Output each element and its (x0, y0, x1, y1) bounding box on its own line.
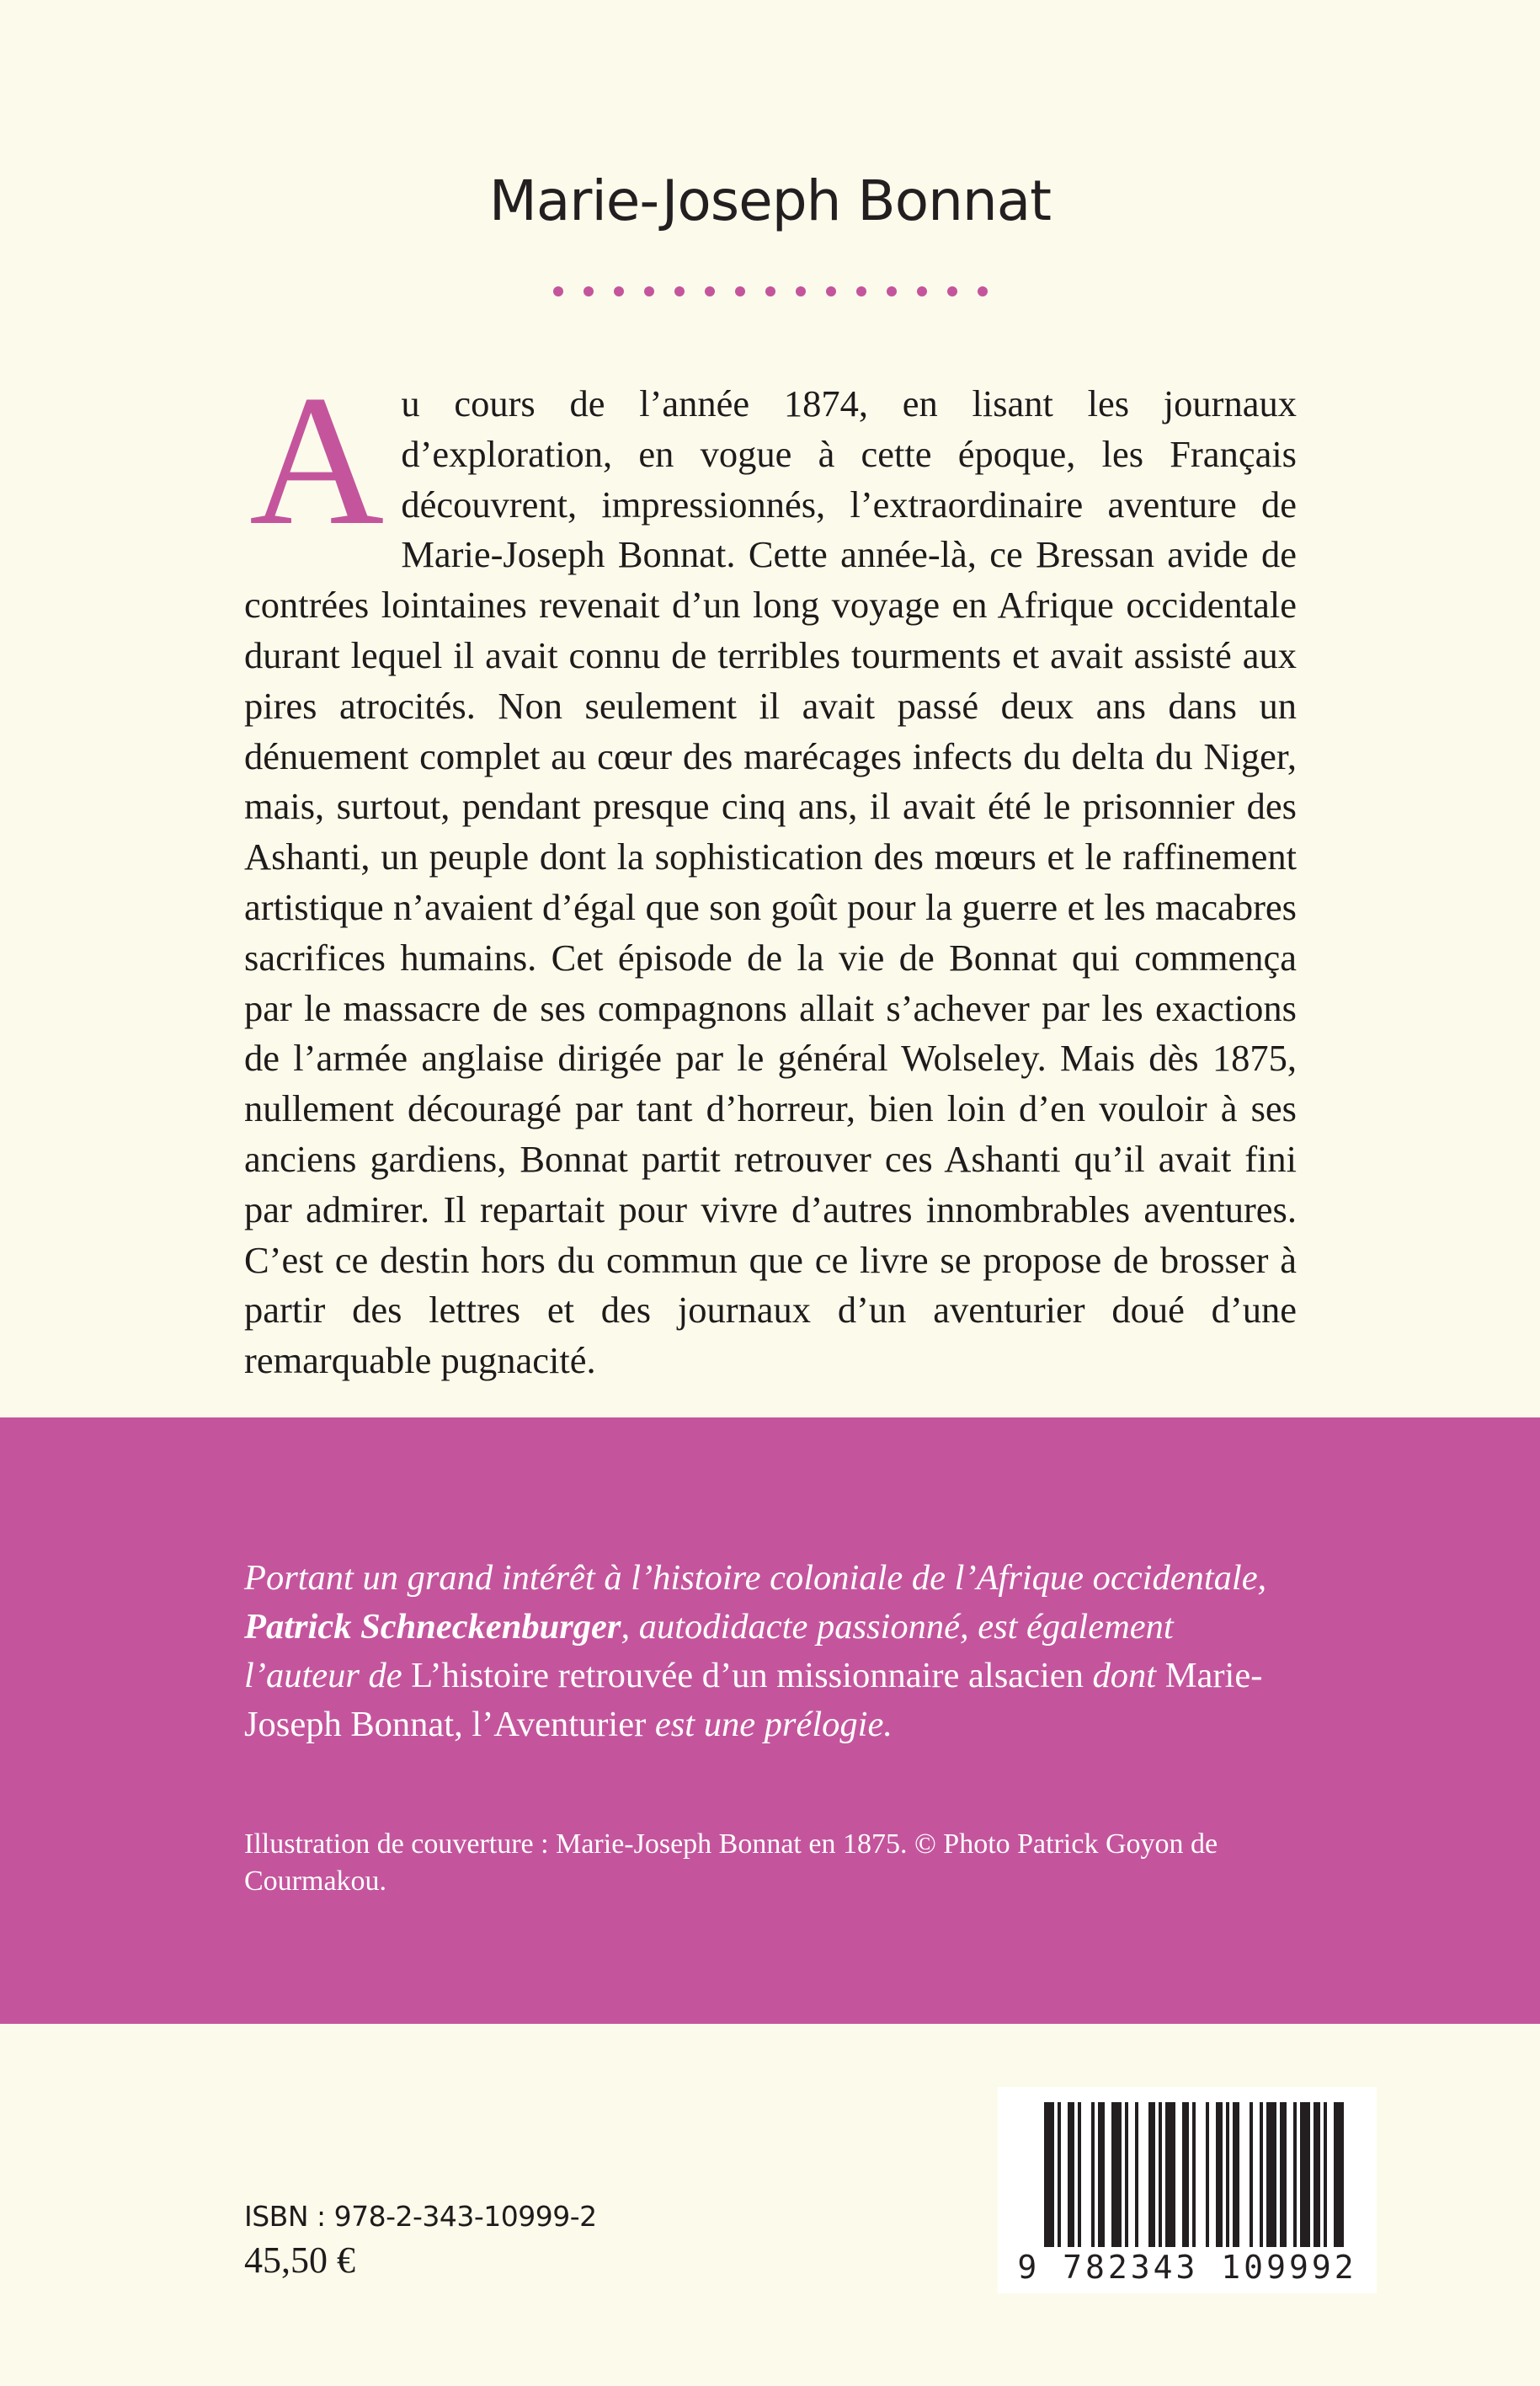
bio-text-1: Portant un grand intérêt à l’histoire coloniale de l’Afrique occidentale, (244, 1558, 1267, 1598)
author-band (0, 1417, 1540, 2024)
bio-text-3: dont (1083, 1656, 1165, 1695)
isbn-label: ISBN : 978-2-343-10999-2 (244, 2200, 597, 2233)
author-name: Patrick Schneckenburger (244, 1607, 621, 1647)
bio-text-4: est une prélogie. (646, 1705, 893, 1744)
dotted-divider (0, 286, 1540, 296)
book-title-1: L’histoire retrouvée d’un missionnaire alsacien (411, 1656, 1084, 1695)
bio-text-2: , autodidacte passionné, est également l’auteur de (244, 1607, 1174, 1695)
book-title-2: Marie-Joseph Bonnat, l’Aventurier (244, 1656, 1263, 1744)
author-bio (244, 1554, 1297, 1749)
book-summary (244, 357, 1297, 1386)
barcode-digits: 9 782343 109992 (1017, 2249, 1357, 2286)
drop-cap: A (249, 357, 385, 564)
summary-text: u cours de l’année 1874, en lisant les journaux d’exploration, en vogue à cette époque, les Français découvrent, impressionnés, l’extraordinaire aventure de Marie-Joseph Bonnat. Cette année-là, ce Bressan avide de contrées lointaines revenait d’un long voyage en Afrique occidentale durant lequel il avait connu de terribles tourments et avait assisté aux pires atrocités. Non seulement il avait passé deux ans dans un dénuement complet au cœur des marécages infects du delta du Niger, mais, surtout, pendant presque cinq ans, il avait été le prisonnier des Ashanti, un peuple dont la sophistication des mœurs et le raffinement artistique n’avaient d’égal que son goût pour la guerre et les macabres sacrifices humains. Cet épisode de la vie de Bonnat qui commença par le massacre de ses compagnons allait s’achever par les exactions de l’armée anglaise dirigée par le général Wolseley. Mais dès 1875, nullement découragé par tant d’horreur, bien loin d’en vouloir à ses anciens gardiens, Bonnat partit retrouver ces Ashanti qu’il avait fini par admirer. Il repartait pour vivre d’autres innombrables aventures. C’est ce destin hors du commun que ce livre se propose de brosser à partir des lettres et des journaux d’un aventurier doué d’une remarquable pugnacité. (244, 382, 1297, 1382)
barcode (998, 2087, 1377, 2293)
price-label: 45,50 € (244, 2239, 355, 2281)
book-title: Marie-Joseph Bonnat (488, 168, 1052, 233)
cover-credit: Illustration de couverture : Marie-Joseph Bonnat en 1875. © Photo Patrick Goyon de Courmakou. (244, 1828, 1218, 1897)
